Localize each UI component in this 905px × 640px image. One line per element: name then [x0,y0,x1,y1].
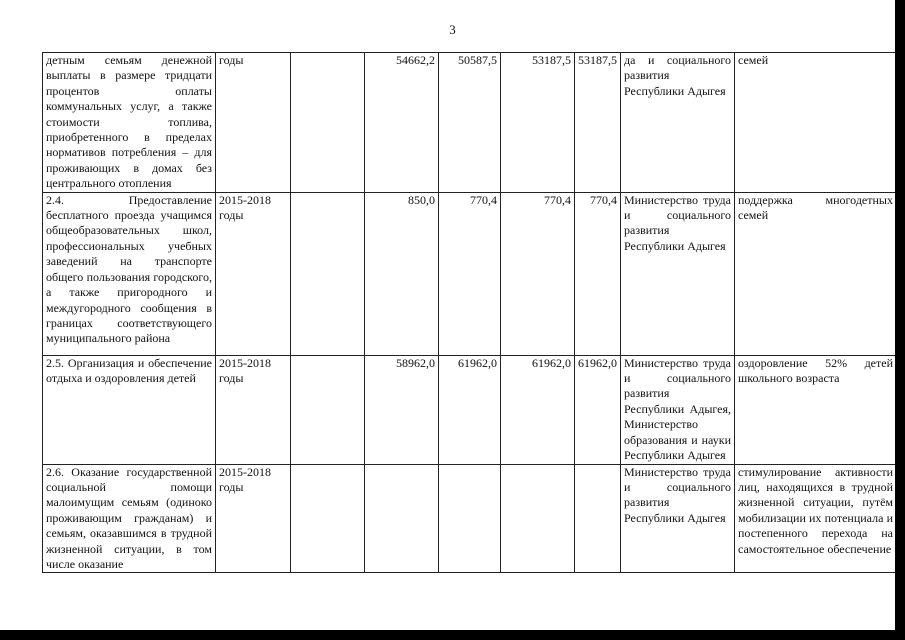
measure-description: 2.4. Предоставление бесплатного проезда учащимся общеобразовательных школ, профессиональных учебных заведений на транспорте общего пользования городского, а также пригородного и междугородного сообщения в границах соответствующего муниципального района [43,192,216,355]
funding-value [501,464,575,573]
measure-result: оздоровление 52% детей школьного возраста [735,355,897,464]
funding-value [291,355,365,464]
funding-value: 50587,5 [439,53,501,193]
measure-description: 2.5. Организация и обеспечение отдыха и оздоровления детей [43,355,216,464]
measure-executor: Министерство труда и социального развития Республики Адыгея, Министерство образования и науки Республики Адыгея [621,355,735,464]
funding-value [439,464,501,573]
funding-value: 770,4 [439,192,501,355]
scan-edge-bottom [0,630,905,640]
funding-value: 61962,0 [439,355,501,464]
table-row [43,464,897,573]
funding-value: 770,4 [575,192,621,355]
scan-edge-right [895,0,905,640]
table-row [43,53,897,193]
measure-period: 2015-2018 годы [216,355,291,464]
funding-value: 53187,5 [575,53,621,193]
measure-description: детным семьям денежной выплаты в размере тридцати процентов оплаты коммунальных услуг, а также стоимости топлива, приобретенного в пределах нормативов потребления – для проживающих в домах без центрального отопления [43,53,216,193]
table-row [43,355,897,464]
measure-period: годы [216,53,291,193]
measure-executor: да и социального развития Республики Адыгея [621,53,735,193]
funding-value [291,464,365,573]
measure-result: стимулирование активности лиц, находящихся в трудной жизненной ситуации, путём мобилизации их потенциала и постепенного перехода на самостоятельное обеспечение [735,464,897,573]
funding-value [291,53,365,193]
funding-value [291,192,365,355]
funding-value: 61962,0 [575,355,621,464]
measure-period: 2015-2018 годы [216,464,291,573]
measure-executor: Министерство труда и социального развития Республики Адыгея [621,464,735,573]
measure-executor: Министерство труда и социального развития Республики Адыгея [621,192,735,355]
funding-value [575,464,621,573]
measure-period: 2015-2018 годы [216,192,291,355]
page-number: 3 [449,22,456,37]
funding-value: 58962,0 [365,355,439,464]
funding-value: 850,0 [365,192,439,355]
funding-value: 54662,2 [365,53,439,193]
measure-description: 2.6. Оказание государственной социальной помощи малоимущим семьям (одиноко проживающим гражданам) и семьям, оказавшимся в трудной жизненной ситуации, в том числе оказание [43,464,216,573]
funding-value [365,464,439,573]
measure-result: семей [735,53,897,193]
program-measures-table [42,52,897,573]
measure-result: поддержка многодетных семей [735,192,897,355]
funding-value: 61962,0 [501,355,575,464]
funding-value: 53187,5 [501,53,575,193]
funding-value: 770,4 [501,192,575,355]
table-row [43,192,897,355]
